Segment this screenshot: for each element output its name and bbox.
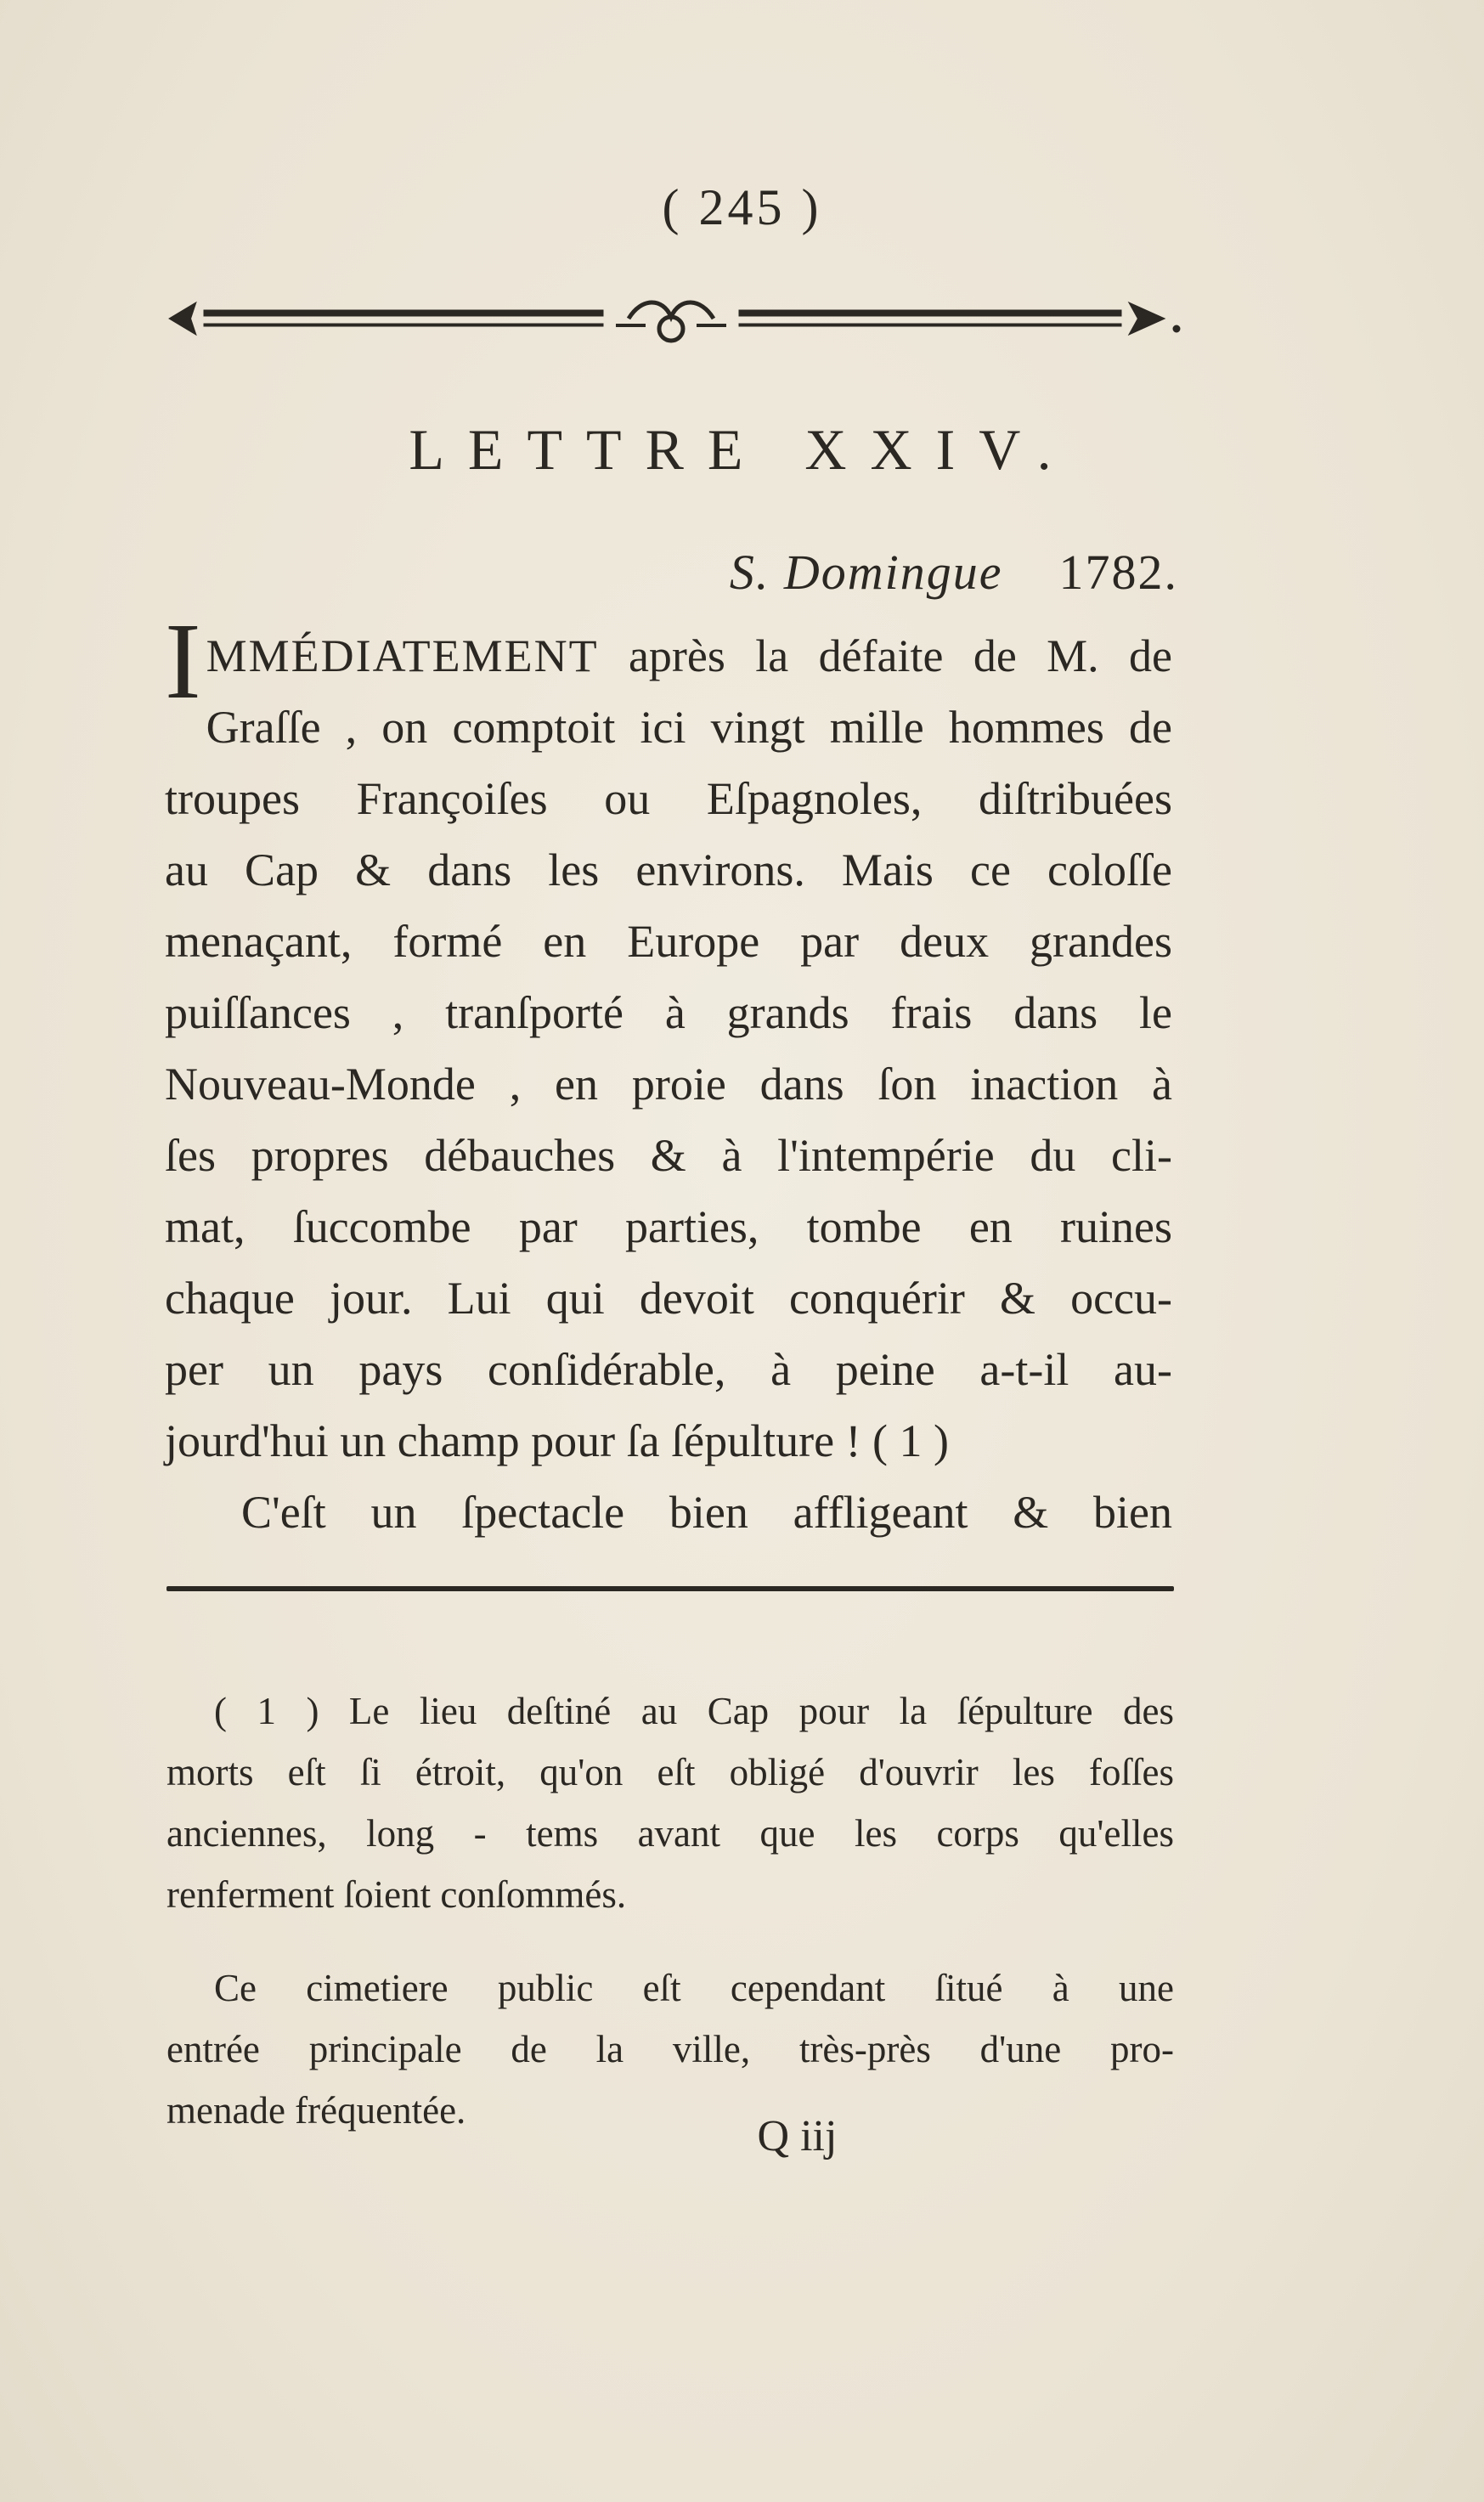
text-line: Graſſe , on comptoit ici vingt mille hommes de [206,702,1172,753]
place-and-date [730,544,1178,601]
letter-heading: LETTRE XXIV. [409,417,1075,482]
place-name: S. Domingue [729,545,1003,600]
ornamental-band [153,285,1206,361]
text-line: mat, ſuccombe par parties, tombe en ruines [165,1201,1172,1252]
drop-cap: I [165,601,201,721]
text-line: au Cap & dans les environs. Mais ce coloſſe [165,844,1172,895]
text-line: IMMÉDIATEMENT après la défaite de M. de [165,601,1172,721]
footnote-line: renferment ſoient conſommés. [166,1873,627,1916]
footnote-divider [166,1586,1174,1591]
text-line: chaque jour. Lui qui devoit conquérir & occu- [165,1273,1172,1324]
footnote-line: entrée principale de la ville, très-près d'une pro- [166,2028,1174,2070]
footnote-line: anciennes, long - tems avant que les corps qu'elles [166,1812,1174,1855]
footnote [166,1680,1174,2141]
text-line: C'eſt un ſpectacle bien affligeant & bien [241,1487,1172,1538]
footnote-line: ( 1 ) Le lieu deſtiné au Cap pour la ſépulture des [214,1690,1174,1732]
text-line: jourd'hui un champ pour ſa ſépulture ! ( 1 ) [165,1415,949,1466]
letter-year: 1782. [1058,545,1178,600]
text-line: puiſſances , tranſporté à grands frais dans le [165,987,1172,1038]
text-line: troupes Françoiſes ou Eſpagnoles, diſtribuées [165,773,1172,824]
text-line: menaçant, formé en Europe par deux grandes [165,916,1172,967]
signature-mark: Q iij [757,2112,838,2160]
page-number: ( 245 ) [662,179,822,235]
text-line: per un pays conſidérable, à peine a-t-il au- [165,1344,1172,1395]
letter-body [165,601,1172,1548]
text-line: Nouveau-Monde , en proie dans ſon inaction à [165,1059,1172,1110]
footnote-line: Ce cimetiere public eſt cependant ſitué à une [214,1967,1174,2009]
footnote-line: menade fréquentée. [166,2089,466,2132]
text-line: ſes propres débauches & à l'intempérie du cli- [165,1130,1172,1181]
footnote-line: morts eſt ſi étroit, qu'on eſt obligé d'ouvrir les foſſes [166,1751,1174,1793]
first-word: MMÉDIATEMENT [206,630,599,681]
